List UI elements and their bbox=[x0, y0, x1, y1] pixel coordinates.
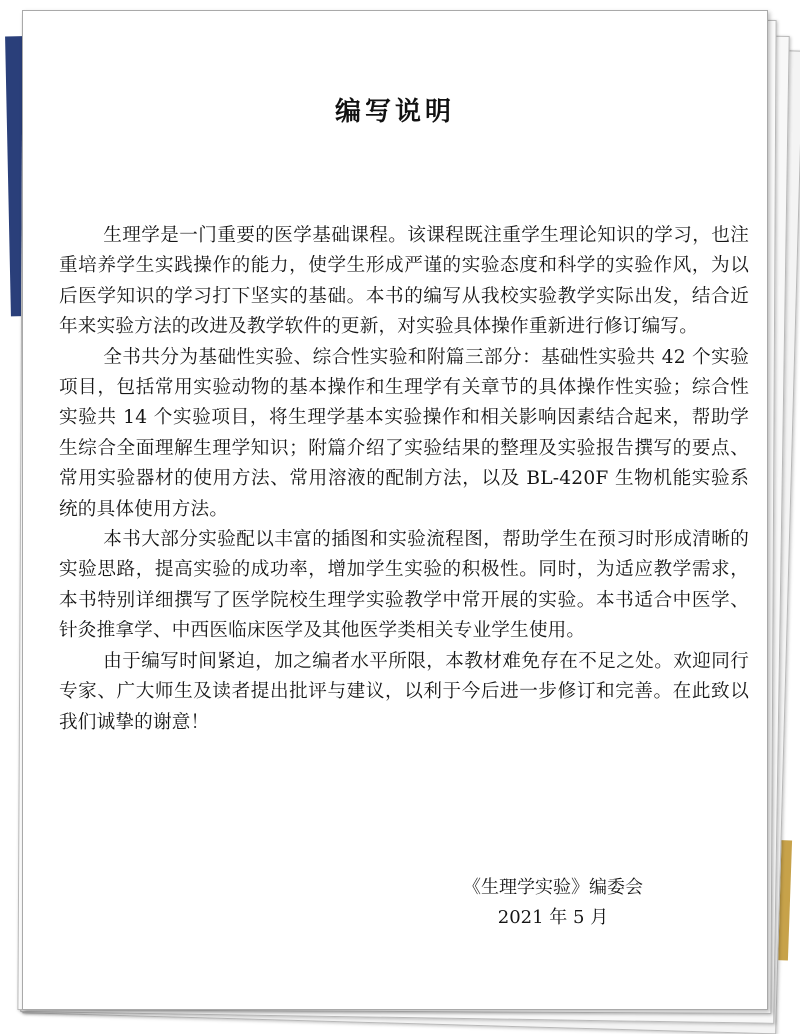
paragraph-text: 本书大部分实验配以丰富的插图和实验流程图，帮助学生在预习时形成清晰的实验思路，提高实验的成功率，增加学生实验的积极性。同时，为适应教学需求，本书特别详细撰写了医学院校生理学实验教学中常开展的实验。本书适合中医学、针灸推拿学、中西医临床医学及其他医学类相关专业学生使用。 bbox=[59, 529, 749, 642]
paragraph bbox=[59, 343, 749, 525]
document-body bbox=[59, 221, 749, 738]
paragraph-text: 由于编写时间紧迫，加之编者水平所限，本教材难免存在不足之处。欢迎同行专家、广大师生及读者提出批评与建议，以利于今后进一步修订和完善。在此致以我们诚挚的谢意！ bbox=[59, 650, 749, 733]
editorial-committee: 《生理学实验》编委会 bbox=[463, 877, 643, 898]
signature-block bbox=[463, 873, 643, 933]
document-page bbox=[22, 10, 768, 1010]
paragraph bbox=[59, 221, 749, 343]
signature-date: 2021 年 5 月 bbox=[497, 907, 609, 928]
page-title: 编写说明 bbox=[334, 97, 455, 127]
paragraph-text: 全书共分为基础性实验、综合性实验和附篇三部分：基础性实验共 42 个实验项目，包括常用实验动物的基本操作和生理学有关章节的具体操作性实验；综合性实验共 14 个实验项目，将生理学基本实验操作和相关影响因素结合起来，帮助学生综合全面理解生理学知识；附篇介绍了实验结果的整理及实验报告撰写的要点、常用实验器材的使用方法、常用溶液的配制方法，以及 BL-420F 生物机能实验系统的具体使用方法。 bbox=[59, 346, 749, 520]
paragraph bbox=[59, 525, 749, 647]
paragraph-text: 生理学是一门重要的医学基础课程。该课程既注重学生理论知识的学习，也注重培养学生实践操作的能力，使学生形成严谨的实验态度和科学的实验作风，为以后医学知识的学习打下坚实的基础。本书的编写从我校实验教学实际出发，结合近年来实验方法的改进及教学软件的更新，对实验具体操作重新进行修订编写。 bbox=[59, 225, 749, 338]
paragraph bbox=[59, 647, 749, 738]
